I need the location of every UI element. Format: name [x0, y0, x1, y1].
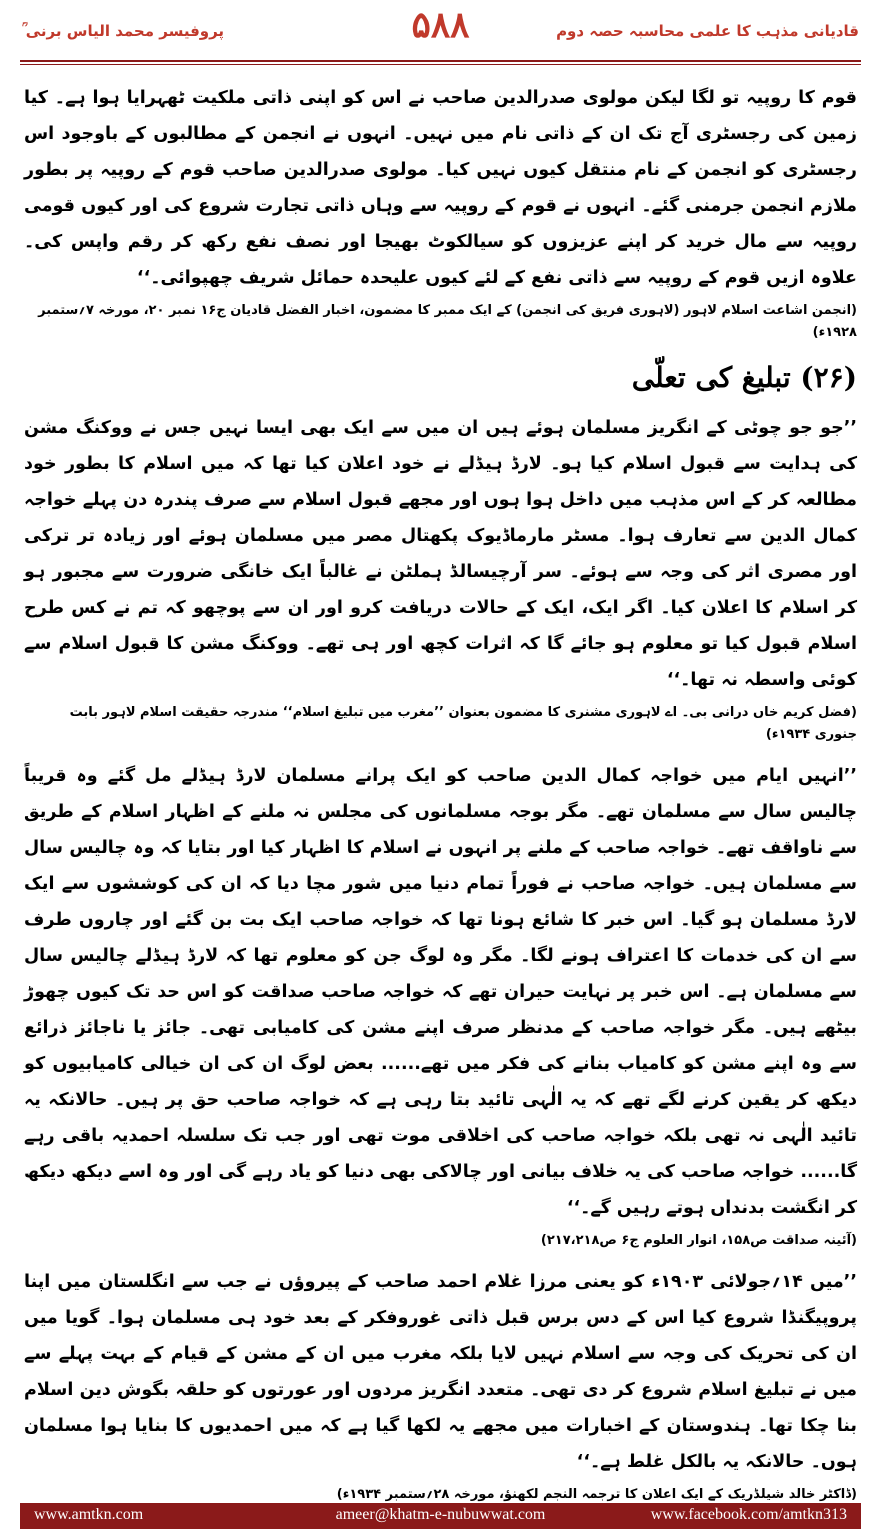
- book-title: قادیانی مذہب کا علمی محاسبہ حصہ دوم: [556, 22, 859, 40]
- header-rule: [20, 60, 861, 62]
- website-link[interactable]: www.amtkn.com: [34, 1506, 144, 1523]
- paragraph-4: ’’میں ۱۴؍جولائی ۱۹۰۳ء کو یعنی مرزا غلام احمد صاحب کے پیروؤں نے جب سے انگلستان میں اپنا پروپیگنڈا شروع کیا اس کے دس برس قبل ذاتی غوروفکر کے بعد خود ہی مسلمان ہوا۔ گویا میں ان کی تحریک کی وجہ سے اسلام نہیں لایا بلکہ مغرب میں ان کے مشن کے قیام کے بہت پہلے سے میں نے تبلیغ اسلام شروع کر دی تھی۔ متعدد انگریز مردوں اور عورتوں کو حلقہ بگوش دین اسلام بنا چکا تھا۔ ہندوستان کے اخبارات میں مجھے یہ لکھا گیا ہے کہ میں احمدیوں کا بنایا ہوا مسلمان ہوں۔ حالانکہ یہ بالکل غلط ہے۔‘‘: [24, 1272, 857, 1472]
- page-footer: [20, 1503, 861, 1529]
- header-rule-thin: [20, 64, 861, 65]
- email-link[interactable]: ameer@khatm-e-nubuwwat.com: [335, 1506, 546, 1523]
- facebook-link[interactable]: www.facebook.com/amtkn313: [650, 1506, 847, 1523]
- citation-2: (فضل کریم خاں درانی بی۔ اے لاہوری مشنری کا مضمون بعنوان ’’مغرب میں تبلیغ اسلام‘‘ مندرجہ حقیقت اسلام لاہور بابت جنوری ۱۹۳۴ء): [69, 705, 857, 742]
- section-heading: (۲۶) تبلیغ کی تعلّی: [631, 361, 857, 394]
- citation-1: (انجمن اشاعت اسلام لاہور (لاہوری فریق کی انجمن) کے ایک ممبر کا مضمون، اخبار الفضل قادیان ج۱۶ نمبر ۲۰، مورخہ ۷؍ستمبر ۱۹۲۸ء): [38, 303, 857, 340]
- paragraph-1: قوم کا روپیہ تو لگا لیکن مولوی صدرالدین صاحب نے اس کو اپنی ذاتی ملکیت ٹھہرایا ہوا ہے۔ کیا زمین کی رجسٹری آج تک ان کے ذاتی نام میں نہیں۔ انہوں نے انجمن کے مطالبوں کے باوجود اس رجسٹری کو انجمن کے نام منتقل کیوں نہیں کیا۔ مولوی صدرالدین صاحب قوم کے روپیہ پر بطور ملازم انجمن جرمنی گئے۔ انہوں نے قوم کے روپیہ سے وہاں ذاتی تجارت شروع کی اور کیوں قومی روپیہ سے مال خرید کر اپنے عزیزوں کو سیالکوٹ بھیجا اور نصف نفع رکھ کر رقم واپس کی۔ علاوہ ازیں قوم کے روپیہ سے ذاتی نفع کے لئے کیوں علیحدہ حمائل شریف چھپوائی۔‘‘: [24, 88, 857, 288]
- citation-3: (آئینہ صداقت ص۱۵۸، انوار العلوم ج۶ ص۲۱۷،۲۱۸): [540, 1233, 857, 1248]
- paragraph-3: ’’انہیں ایام میں خواجہ کمال الدین صاحب کو ایک پرانے مسلمان لارڈ ہیڈلے مل گئے وہ قریباً چالیس سال سے مسلمان تھے۔ مگر بوجہ مسلمانوں کی مجلس نہ ملنے کے اظہار اسلام کے طریق سے ناواقف تھے۔ خواجہ صاحب کے ملنے پر انہوں نے اسلام کا اظہار کیا اور بتایا کہ وہ چالیس سال سے مسلمان ہیں۔ خواجہ صاحب نے فوراً تمام دنیا میں شور مچا دیا کہ ان کی کوششوں سے ایک لارڈ مسلمان ہو گیا۔ اس خبر کا شائع ہونا تھا کہ خواجہ صاحب ایک بت بن گئے اور چاروں طرف سے ان کی خدمات کا اعتراف ہونے لگا۔ مگر وہ لوگ جن کو معلوم تھا کہ لارڈ ہیڈلے چالیس سال سے مسلمان ہے۔ اس خبر پر نہایت حیران تھے کہ خواجہ صاحب صداقت کو اس حد تک کیوں چھوڑ بیٹھے ہیں۔ مگر خواجہ صاحب کے مدنظر صرف اپنے مشن کی کامیابی تھی۔ جائز یا ناجائز ذرائع سے وہ اپنے مشن کو کامیاب بنانے کی فکر میں تھے...... بعض لوگ ان کی ان خیالی کامیابیوں کو دیکھ کر یقین کرنے لگے تھے کہ یہ الٰہی تائید بتا رہی ہے کہ خواجہ صاحب حق پر ہیں۔ حالانکہ یہ تائید الٰہی نہ تھی بلکہ خواجہ صاحب کی اخلاقی موت تھی اور جب تک سلسلہ احمدیہ باقی رہے گا...... خواجہ صاحب کی یہ خلاف بیانی اور چالاکی بھی دنیا کو یاد رہے گی اور وہ اسے دیکھ دیکھ کر انگشت بدنداں ہوتے رہیں گے۔‘‘: [24, 766, 857, 1218]
- page-header: [0, 0, 881, 66]
- page-number: ۵۸۸: [411, 4, 470, 46]
- page-body: [24, 80, 857, 1518]
- paragraph-2: ’’جو جو چوٹی کے انگریز مسلمان ہوئے ہیں ان میں سے ایک بھی ایسا نہیں جس نے ووکنگ مشن کی ہدایت سے قبول اسلام کیا ہو۔ لارڈ ہیڈلے نے خود اعلان کیا تھا کہ میں اسلام کا بطور خود مطالعہ کر کے اس مذہب میں داخل ہوا ہوں اور مجھے قبول اسلام سے صرف پندرہ دن پہلے خواجہ کمال الدین سے تعارف ہوا۔ مسٹر مارماڈیوک پکھتال مصر میں مسلمان ہوئے اور زیادہ تر ترکی اور مصری اثر کی وجہ سے ہوئے۔ سر آرچیسالڈ ہملٹن نے غالباً ایک خانگی ضرورت سے مجبور ہو کر اسلام کا اعلان کیا۔ اگر ایک، ایک کے حالات دریافت کرو اور ان سے پوچھو کہ تم نے کس طرح اسلام قبول کیا تو معلوم ہو جائے گا کہ اثرات کچھ اور ہی تھے۔ ووکنگ مشن کا قبول اسلام سے کوئی واسطہ نہ تھا۔‘‘: [24, 418, 857, 690]
- citation-4: (ڈاکٹر خالد شیلڈریک کے ایک اعلان کا ترجمہ النجم لکھنؤ، مورخہ ۲۸؍ستمبر ۱۹۳۴ء): [336, 1487, 857, 1502]
- author-name: پروفیسر محمد الیاس برنی ؒ: [22, 22, 225, 40]
